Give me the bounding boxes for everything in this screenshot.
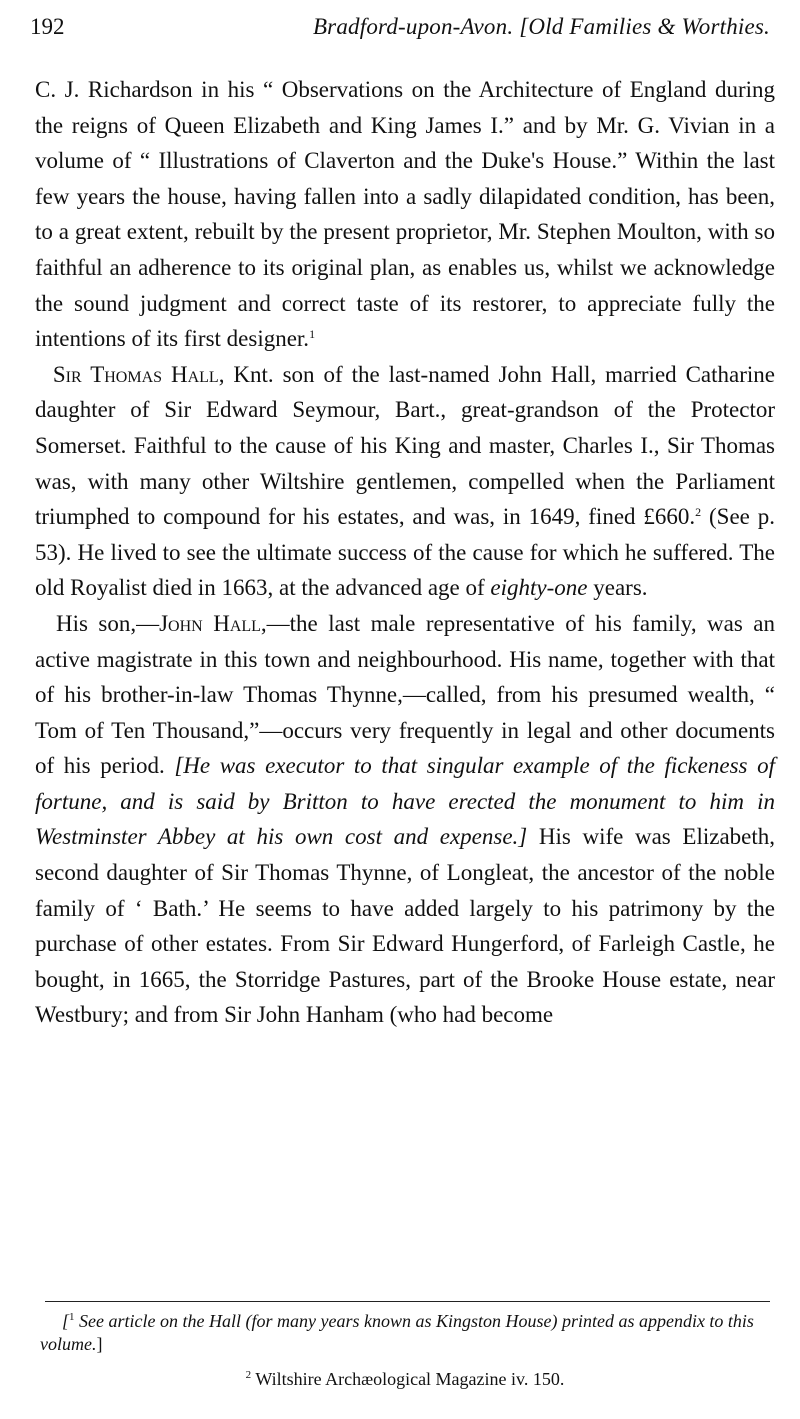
page-header bbox=[30, 14, 770, 48]
paragraph-3 bbox=[35, 606, 775, 1033]
footnote-ref-2: 2 bbox=[695, 505, 702, 520]
footnote-1-mark: 1 bbox=[69, 1311, 75, 1323]
paragraph-2-name: Sir Thomas Hall, bbox=[52, 361, 225, 387]
page-number: 192 bbox=[30, 14, 65, 39]
body-text bbox=[35, 72, 775, 1033]
footnote-2-mark: 2 bbox=[245, 1369, 252, 1381]
footnote-1-close-bracket: ] bbox=[96, 1334, 103, 1354]
footnotes bbox=[40, 1310, 770, 1391]
paragraph-3-name: John Hall, bbox=[159, 610, 267, 636]
footnote-divider bbox=[45, 1301, 770, 1302]
paragraph-3-italic-note: [He was executor to that singular example of the fickeness of fortune, and is said by Britton to have erected the monument to him in Westminster Abbey at his own cost and expense.] bbox=[35, 753, 775, 850]
paragraph-2-age: eighty-one bbox=[490, 575, 588, 601]
footnote-1-open-bracket: [ bbox=[62, 1311, 70, 1331]
paragraph-2-text-c: years. bbox=[587, 575, 648, 601]
paragraph-2-text-a: Knt. son of the last-named John Hall, married Catharine daughter of Sir Edward Seymour, Bart., great-grandson of the Protector Somerset. Faithful to the cause of his King and master, Charles I., Sir Thomas was, with many other Wiltshire gentlemen, compelled when the Parliament triumphed to compound for his estates, and was, in 1649, fined £660. bbox=[35, 361, 775, 530]
paragraph-2-text-b: (See p. 53). He lived to see the ultimate success of the cause for which he suffered. The old Royalist died in 1663, at the advanced age of bbox=[35, 504, 775, 601]
paragraph-3-text-b: —the last male representative of his family, was an active magistrate in this town and neighbourhood. His name, together with that of his brother-in-law Thomas Thynne,—called, from his presumed wealth, “ Tom of Ten Thousand,”—occurs very frequently in legal and other documents of his period. bbox=[35, 610, 776, 779]
footnote-2 bbox=[40, 1368, 770, 1391]
paragraph-3-text-c: His wife was Elizabeth, second daughter of Sir Thomas Thynne, of Longleat, the ancestor of the noble family of ‘ Bath.’ He seems to have added largely to his patrimony by the purchase of other estates. From Sir Edward Hungerford, of Farleigh Castle, he bought, in 1665, the Storridge Pastures, part of the Brooke House estate, near Westbury; and from Sir John Hanham (who had become bbox=[35, 824, 775, 1028]
paragraph-1 bbox=[35, 72, 775, 357]
footnote-1 bbox=[40, 1310, 770, 1356]
paragraph-2 bbox=[35, 357, 775, 606]
running-head: Bradford-upon-Avon. [Old Families & Worthies. bbox=[312, 14, 770, 39]
footnote-1-text: See article on the Hall (for many years known as Kingston House) printed as appendix to this volume. bbox=[40, 1311, 754, 1354]
footnote-2-text: Wiltshire Archæological Magazine iv. 150. bbox=[251, 1369, 565, 1389]
footnote-ref-1: 1 bbox=[309, 327, 316, 342]
paragraph-3-text-a: His son,— bbox=[55, 610, 160, 636]
paragraph-1-text: C. J. Richardson in his “ Observations on the Architecture of England during the reigns of Queen Elizabeth and King James I.” and by Mr. G. Vivian in a volume of “ Illustrations of Claverton and the Duke's House.” Within the last few years the house, having fallen into a sadly dilapidated condition, has been, to a great extent, rebuilt by the present proprietor, Mr. Stephen Moulton, with so faithful an adherence to its original plan, as enables us, whilst we acknowledge the sound judgment and correct taste of its restorer, to appreciate fully the intentions of its first designer. bbox=[35, 77, 775, 352]
